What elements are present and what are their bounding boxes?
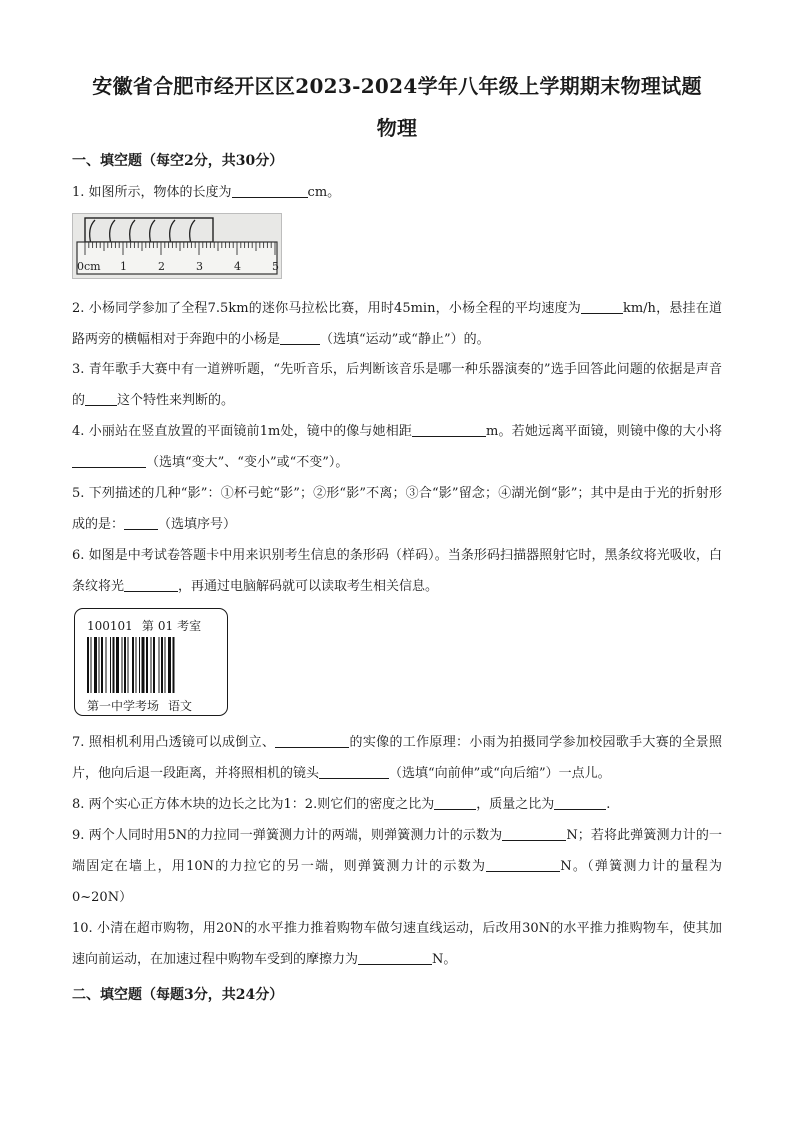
barcode-header <box>87 617 210 634</box>
exam-title: 安徽省合肥市经开区区2023-2024学年八年级上学期期末物理试题 <box>92 74 702 98</box>
room-number: 01 <box>157 619 174 633</box>
barcode-bar <box>113 637 115 693</box>
barcode-bar <box>128 637 129 693</box>
barcode-bar <box>146 637 148 693</box>
ruler-body <box>77 242 277 274</box>
question-8: 8. 两个实心正方体木块的边长之比为1：2.则它们的密度之比为 ，质量之比为 . <box>72 789 722 820</box>
answer-blank <box>232 181 308 198</box>
barcode-bar <box>136 637 137 693</box>
barcode-number: 100101 <box>87 619 133 633</box>
barcode-bar <box>139 637 140 693</box>
answer-blank <box>124 513 158 530</box>
barcode-card <box>74 608 228 716</box>
answer-blank <box>319 762 389 779</box>
answer-blank <box>280 328 320 345</box>
ruler-label: 4 <box>234 260 241 273</box>
question-7: 7. 照相机利用凸透镜可以成倒立、 的实像的工作原理：小雨为拍摄同学参加校园歌手大赛的全景照片，他向后退一段距离，并将照相机的镜头 （选填“向前伸”或“向后缩”）一点儿。 <box>72 727 722 789</box>
question-9: 9. 两个人同时用5N的力拉同一弹簧测力计的两端，则弹簧测力计的示数为 N；若将此弹簧测力计的一端固定在墙上，用10N的力拉它的另一端，则弹簧测力计的示数为 N。（弹簧测力计的量程为0~20N） <box>72 820 722 913</box>
answer-blank <box>358 948 432 965</box>
answer-blank <box>275 731 349 748</box>
barcode-bar <box>99 637 100 693</box>
section-1-heading: 一、填空题（每空2分，共30分） <box>72 153 284 169</box>
question-10: 10. 小清在超市购物，用20N的水平推力推着购物车做匀速直线运动，后改用30N的水平推力推购物车，使其加速向前运动，在加速过程中购物车受到的摩擦力为 N。 <box>72 921 722 967</box>
answer-blank <box>124 575 178 592</box>
barcode-bar <box>168 637 171 693</box>
question-6: 6. 如图是中考试卷答题卡中用来识别考生信息的条形码（样码）。当条形码扫描器照射它时，黑条纹将光吸收，白条纹将光 ，再通过电脑解码就可以读取考生相关信息。 <box>72 548 722 594</box>
barcode-footer <box>87 697 201 714</box>
question-4: 4. 小丽站在竖直放置的平面镜前1m处，镜中的像与她相距 m。若她远离平面镜，则镜中像的大小将（选填“变大”、“变小”或“不变”）。 <box>72 416 722 478</box>
answer-blank <box>434 793 476 810</box>
question-5: 5. 下列描述的几种“影”：①杯弓蛇“影”；②形“影”不离；③合“影”留念；④湖光倒“影”；其中是由于光的折射形成的是： （选填序号） <box>72 486 722 532</box>
question-1: 1. 如图所示，物体的长度为 cm。 <box>72 177 722 208</box>
answer-blank <box>72 451 146 468</box>
barcode-bar <box>124 637 126 693</box>
question-3: 3. 青年歌手大赛中有一道辨听题，“先听音乐，后判断该音乐是哪一种乐器演奏的”选手回答此问题的依据是声音的 这个特性来判断的。 <box>72 362 722 408</box>
ruler-label: 1 <box>120 260 127 273</box>
barcode-bar <box>173 637 175 693</box>
answer-blank <box>554 793 606 810</box>
answer-blank <box>412 420 486 437</box>
answer-blank <box>85 389 117 406</box>
barcode-bar <box>110 637 111 693</box>
exam-subject-label: 语文 <box>168 699 193 713</box>
barcode-bar <box>122 637 123 693</box>
barcode-bar <box>151 637 152 693</box>
exam-school: 第一中学考场 <box>87 699 160 713</box>
barcode-bar <box>101 637 103 693</box>
barcode-bar <box>91 637 92 693</box>
barcode-bars <box>87 637 217 695</box>
room-prefix: 第 <box>141 619 154 633</box>
room-suffix: 考室 <box>177 619 202 633</box>
answer-blank <box>581 297 623 314</box>
exam-subject: 物理 <box>376 116 418 140</box>
barcode-bar <box>159 637 160 693</box>
ruler-figure <box>72 213 282 279</box>
answer-blank <box>486 855 560 872</box>
ruler-label: 0cm <box>77 260 101 273</box>
barcode-bar <box>116 637 119 693</box>
ruler-label: 2 <box>158 260 165 273</box>
barcode-bar <box>142 637 145 693</box>
question-2: 2. 小杨同学参加了全程7.5km的迷你马拉松比赛，用时45min，小杨全程的平均速度为 km/h，悬挂在道路两旁的横幅相对于奔跑中的小杨是 （选填“运动”或“静止”）的。 <box>72 293 722 355</box>
barcode-bar <box>106 637 107 693</box>
ruler-label: 3 <box>196 260 203 273</box>
ruler-drawing <box>73 214 281 278</box>
ruler-label: 5 <box>272 260 279 273</box>
barcode-bar <box>94 637 97 693</box>
section-2-heading: 二、填空题（每题3分，共24分） <box>72 987 284 1003</box>
barcode-bar <box>161 637 163 693</box>
barcode-bar <box>87 637 89 693</box>
barcode-bar <box>165 637 166 693</box>
answer-blank <box>502 824 566 841</box>
barcode-bar <box>132 637 134 693</box>
barcode-bar <box>153 637 155 693</box>
